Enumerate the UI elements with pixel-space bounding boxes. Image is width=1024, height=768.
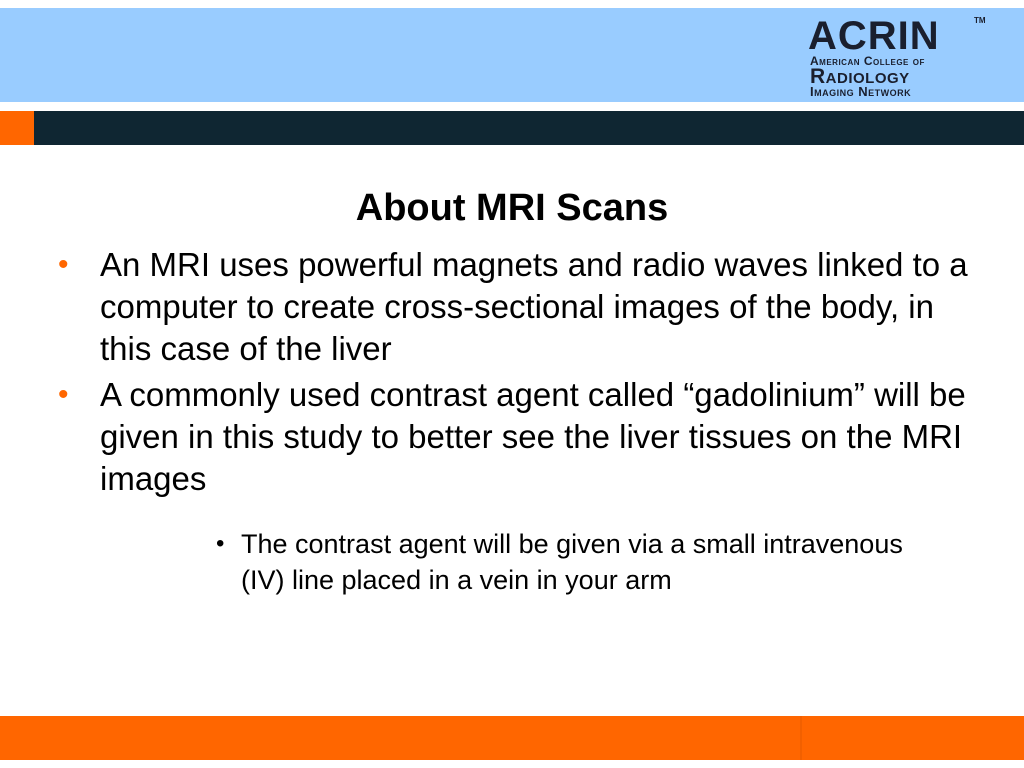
footer-band (0, 716, 1024, 760)
bullet-item (58, 244, 968, 370)
acrin-logo (808, 14, 984, 100)
logo-subtitle-line3: Imaging Network (810, 84, 912, 99)
slide-title: About MRI Scans (355, 187, 669, 229)
bullet-text: A commonly used contrast agent called “gadolinium” will be given in this study to better see the liver tissues on the MRI images (100, 376, 966, 497)
logo-subtitle-line1: American College of (810, 54, 925, 68)
accent-orange-square (0, 111, 34, 145)
bullet-text: An MRI uses powerful magnets and radio waves linked to a computer to create cross-sectional images of the body, in this case of the liver (100, 246, 968, 367)
logo-subtitle-line2: Radiology (810, 65, 910, 88)
accent-bar (0, 111, 1024, 145)
logo-trademark: TM (974, 16, 986, 25)
sub-bullet-text: The contrast agent will be given via a small intravenous (IV) line placed in a vein in your arm (241, 529, 903, 595)
logo-wordmark: ACRIN (808, 14, 940, 58)
bullet-marker: • (58, 378, 69, 411)
bullet-marker: • (58, 248, 69, 281)
sub-bullet-marker: • (216, 530, 225, 557)
footer-divider (800, 716, 802, 760)
sub-bullet-list (216, 526, 916, 598)
bullet-item (58, 374, 968, 500)
sub-bullet-item (216, 526, 916, 598)
bullet-list (58, 244, 968, 500)
